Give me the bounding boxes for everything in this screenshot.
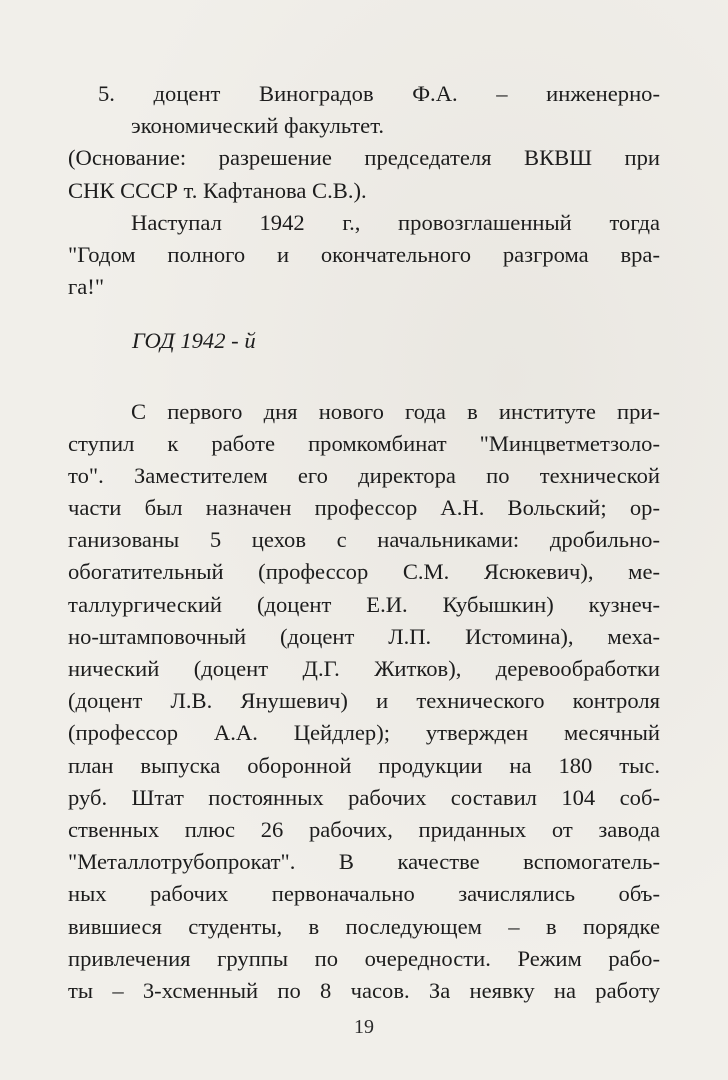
text-line: Наступал 1942 г., провозглашенный тогда [131, 209, 660, 235]
text-line: план выпуска оборонной продукции на 180 тыс. [68, 752, 660, 778]
text-line: ты – 3-хсменный по 8 часов. За неявку на работу [68, 977, 660, 1003]
text-line: нический (доцент Д.Г. Житков), деревообработки [68, 656, 660, 681]
text-line: но-штамповочный (доцент Л.П. Истомина), меха- [68, 623, 660, 649]
text-line: то". Заместителем его директора по технической [68, 462, 660, 488]
text-line: (доцент Л.В. Янушевич) и технического контроля [68, 688, 660, 714]
text-line: "Годом полного и окончательного разгрома вра- [68, 241, 660, 267]
text-line: С первого дня нового года в институте при- [131, 398, 660, 424]
text-line: привлечения группы по очередности. Режим рабо- [68, 945, 660, 971]
text-line: ганизованы 5 цехов с начальниками: дробильно- [68, 527, 660, 553]
text-line: (Основание: разрешение председателя ВКВШ при [68, 145, 660, 171]
text-line: экономический факультет. [131, 113, 385, 139]
text-line: вившиеся студенты, в последующем – в порядке [68, 913, 660, 939]
text-line: га!" [68, 274, 105, 300]
text-line: СНК СССР т. Кафтанова С.В.). [68, 177, 367, 203]
text-line: руб. Штат постоянных рабочих составил 104 соб- [68, 784, 660, 810]
section-heading: ГОД 1942 - й [132, 328, 256, 354]
page-text [68, 78, 660, 1007]
page-number: 19 [354, 1016, 374, 1038]
text-line: 5. доцент Виноградов Ф.А. – инженерно- [98, 81, 660, 106]
text-line: обогатительный (профессор С.М. Ясюкевич), ме- [68, 559, 660, 585]
text-line: части был назначен профессор А.Н. Вольский; ор- [68, 495, 660, 521]
text-line: ственных плюс 26 рабочих, приданных от завода [68, 816, 660, 842]
text-line: таллургический (доцент Е.И. Кубышкин) кузнеч- [68, 591, 660, 617]
text-line: ступил к работе промкомбинат "Минцветметзоло- [68, 430, 660, 456]
text-line: (профессор А.А. Цейдлер); утвержден месячный [68, 720, 660, 746]
text-line: ных рабочих первоначально зачислялись объ- [68, 881, 660, 907]
text-line: "Металлотрубопрокат". В качестве вспомогатель- [68, 849, 660, 875]
